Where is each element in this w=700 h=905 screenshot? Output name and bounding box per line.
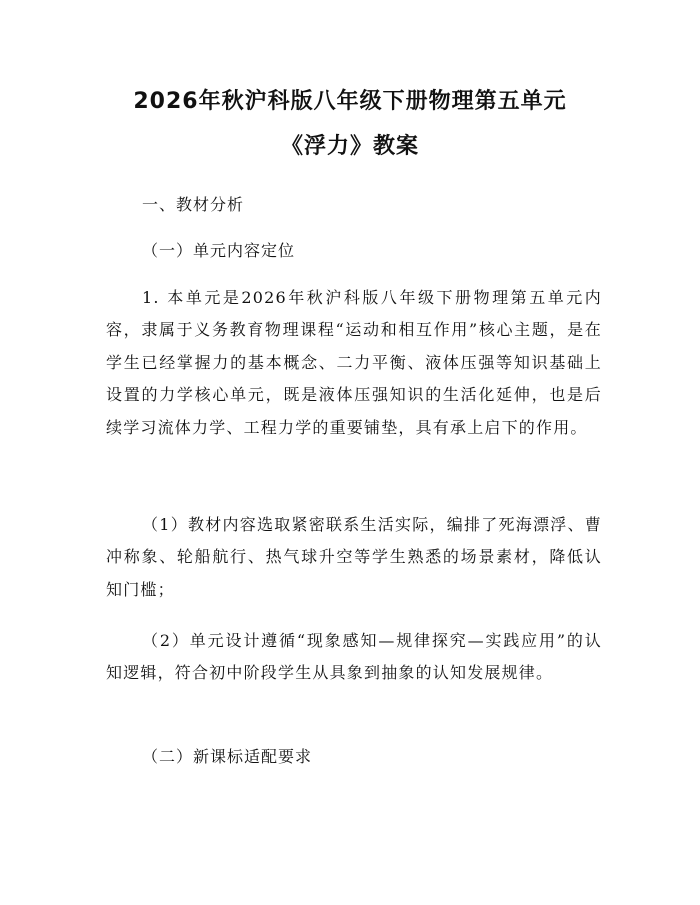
subsection-heading-unit-positioning: （一）单元内容定位 [142, 241, 296, 260]
document-title-line-1: 2026年秋沪科版八年级下册物理第五单元 [133, 89, 567, 114]
paragraph-unit-design-logic: （2）单元设计遵循“现象感知—规律探究—实践应用”的认知逻辑，符合初中阶段学生从具象到抽象的认知发展规律。 [106, 631, 602, 683]
paragraph-unit-overview: 1. 本单元是2026年秋沪科版八年级下册物理第五单元内容，隶属于义务教育物理课程“运动和相互作用”核心主题，是在学生已经掌握力的基本概念、二力平衡、液体压强等知识基础上设置的力学核心单元，既是液体压强知识的生活化延伸，也是后续学习流体力学、工程力学的重要铺垫，具有承上启下的作用。 [106, 288, 602, 437]
document-title-line-2: 《浮力》教案 [280, 134, 419, 159]
paragraph-content-selection: （1）教材内容选取紧密联系生活实际，编排了死海漂浮、曹冲称象、轮船航行、热气球升空等学生熟悉的场景素材，降低认知门槛； [106, 515, 602, 599]
subsection-heading-curriculum-requirements: （二）新课标适配要求 [142, 747, 313, 766]
section-heading-textbook-analysis: 一、教材分析 [142, 195, 245, 214]
